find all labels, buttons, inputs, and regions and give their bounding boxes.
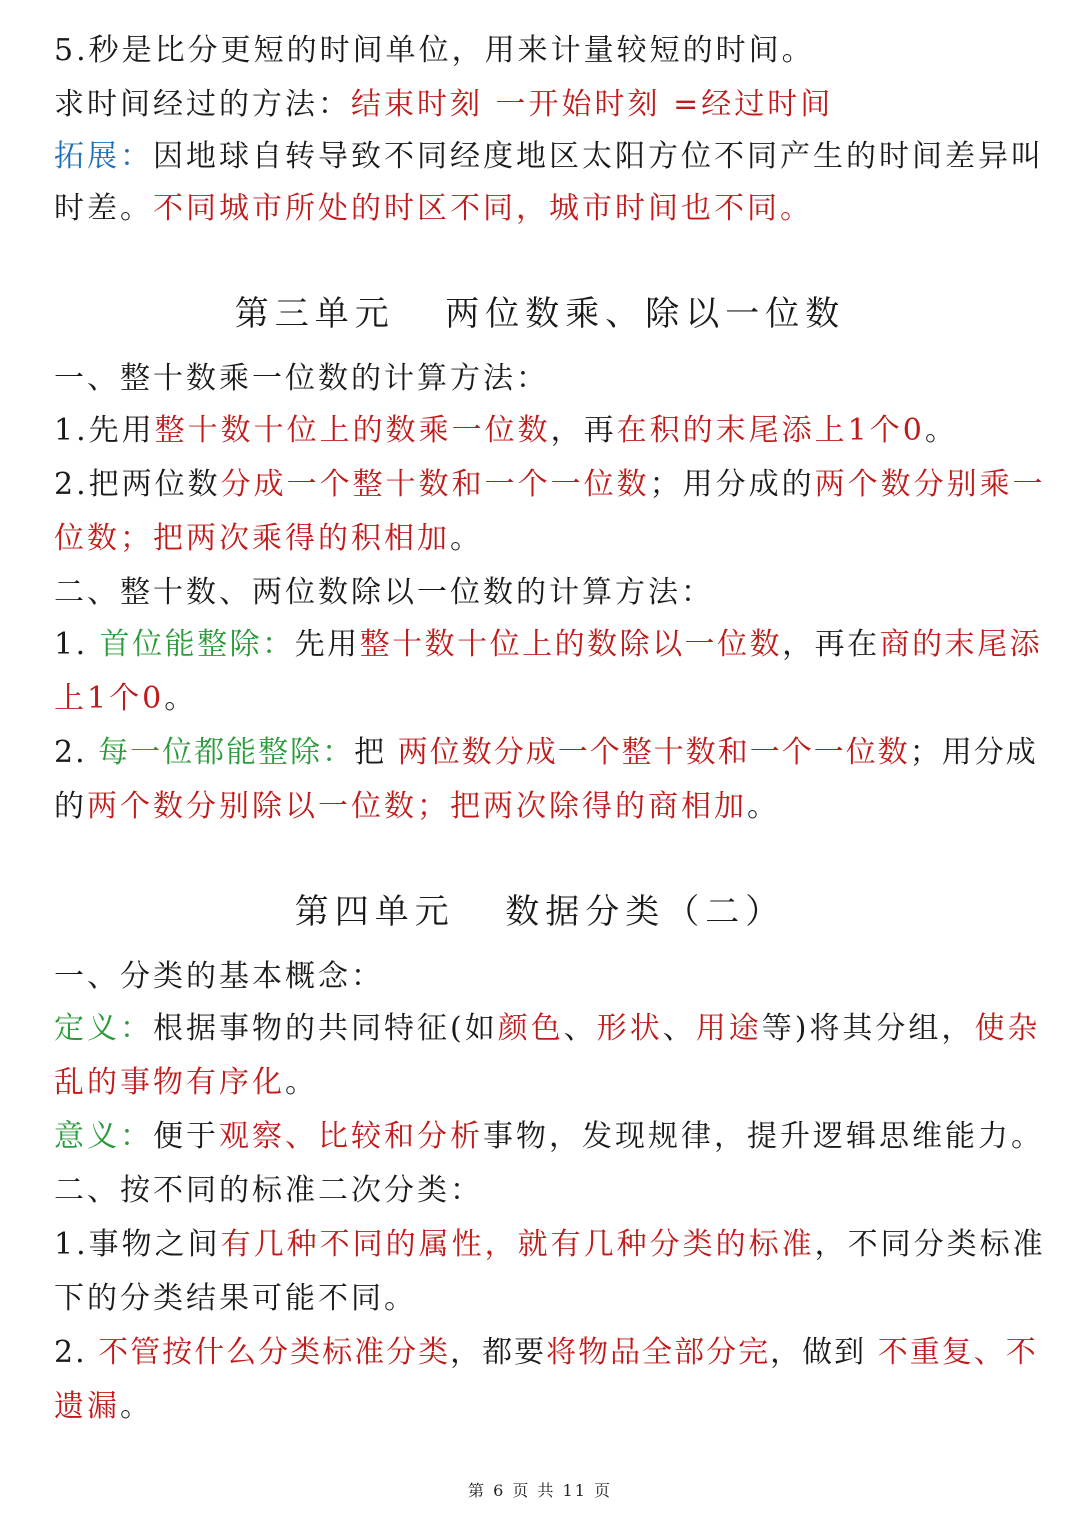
label-first-digit-divisible: 首位能整除： bbox=[99, 627, 295, 662]
text-run: 事物，发现规律，提升逻辑思维能力。 bbox=[483, 1119, 1044, 1154]
text-line-elapsed-method bbox=[54, 78, 1032, 132]
unit3-title: 第三单元 两位数乘、除以一位数 bbox=[234, 294, 846, 334]
label-extension: 拓展： bbox=[54, 139, 153, 174]
text-run: 求时间经过的方法： bbox=[54, 87, 351, 122]
highlight-text: 颜色 bbox=[497, 1011, 564, 1046]
text-run: 1.事物之间 bbox=[54, 1227, 221, 1262]
highlight-text: 在积的末尾添上1个0 bbox=[616, 413, 925, 448]
highlight-text: 两位数分成一个整十数和一个一位数 bbox=[397, 735, 910, 770]
label-definition: 定义： bbox=[54, 1011, 153, 1046]
highlight-text: 观察、比较和分析 bbox=[219, 1119, 483, 1154]
text-run: 2. bbox=[54, 735, 99, 770]
text-run: 根据事物的共同特征(如 bbox=[153, 1011, 498, 1046]
text-run: ，都要 bbox=[450, 1335, 547, 1370]
text-run: 5.秒是比分更短的时间单位，用来计量较短的时间。 bbox=[54, 33, 815, 68]
section-heading-secondary-classification bbox=[54, 1164, 1032, 1218]
text-line-divide-step1-cont bbox=[54, 672, 1032, 726]
highlight-text: 整十数十位上的数乘一位数 bbox=[154, 413, 551, 448]
text-run: 先用 bbox=[294, 627, 360, 662]
highlight-text: 整十数十位上的数除以一位数 bbox=[359, 627, 783, 662]
text-line-multiply-step1 bbox=[54, 404, 1032, 458]
unit4-title: 第四单元 数据分类（二） bbox=[294, 892, 786, 932]
highlight-text: 形状 bbox=[596, 1011, 663, 1046]
highlight-text: 位数；把两次乘得的积相加 bbox=[54, 521, 450, 556]
text-run: ，再在 bbox=[782, 627, 880, 662]
text-run: ，再 bbox=[550, 413, 617, 448]
label-significance: 意义： bbox=[54, 1119, 153, 1154]
text-run: 的 bbox=[54, 789, 87, 824]
text-run: 1.先用 bbox=[54, 413, 155, 448]
text-run: 等)将其分组， bbox=[761, 1011, 975, 1046]
text-run: 二、按不同的标准二次分类： bbox=[54, 1173, 483, 1208]
text-run: 时差。 bbox=[54, 191, 153, 226]
text-line-multiply-step2 bbox=[54, 458, 1046, 512]
highlight-text: 两个数分别乘一 bbox=[814, 467, 1046, 502]
text-line-time-difference bbox=[54, 182, 1032, 236]
text-run: 便于 bbox=[153, 1119, 219, 1154]
highlight-text: 不重复、不 bbox=[877, 1335, 1038, 1370]
text-line-classification-step1-cont bbox=[54, 1272, 1032, 1326]
text-run: 把 bbox=[354, 735, 398, 770]
text-line-definition-cont bbox=[54, 1056, 1032, 1110]
highlight-text: 用途 bbox=[695, 1011, 762, 1046]
text-run: 、 bbox=[563, 1011, 597, 1046]
text-run: 因地球自转导致不同经度地区太阳方位不同产生的时间差异叫 bbox=[153, 139, 1044, 174]
text-line-classification-step2 bbox=[54, 1326, 1038, 1380]
highlight-text: 上1个0 bbox=[54, 681, 165, 716]
text-run: 下的分类结果可能不同。 bbox=[54, 1281, 417, 1316]
highlight-formula: 结束时刻 一开始时刻 =经过时间 bbox=[351, 87, 834, 122]
highlight-text: 有几种不同的属性，就有几种分类的标准 bbox=[220, 1227, 815, 1262]
text-run: ，做到 bbox=[770, 1335, 878, 1370]
highlight-text: 两个数分别除以一位数；把两次除得的商相加 bbox=[87, 789, 747, 824]
text-run: 。 bbox=[450, 521, 483, 556]
text-line-extension bbox=[54, 130, 1044, 184]
text-run: 二、整十数、两位数除以一位数的计算方法： bbox=[54, 575, 714, 610]
highlight-text: 使杂 bbox=[974, 1011, 1041, 1046]
text-run: 、 bbox=[662, 1011, 696, 1046]
text-line-divide-step2-cont bbox=[54, 780, 1032, 834]
text-line-seconds bbox=[54, 24, 1032, 78]
highlight-text: 将物品全部分完 bbox=[546, 1335, 771, 1370]
text-run: 2.把两位数 bbox=[54, 467, 221, 502]
text-line-definition bbox=[54, 1002, 1041, 1056]
text-run: ；用分成的 bbox=[649, 467, 815, 502]
text-line-significance bbox=[54, 1110, 1044, 1164]
section-heading-divide bbox=[54, 566, 1032, 620]
text-run: 。 bbox=[164, 681, 198, 716]
section-heading-concept bbox=[54, 950, 1032, 1004]
text-run: 一、整十数乘一位数的计算方法： bbox=[54, 361, 549, 396]
text-run: ，不同分类标准 bbox=[814, 1227, 1046, 1262]
highlight-text: 商的末尾添 bbox=[879, 627, 1043, 662]
highlight-text: 分成一个整十数和一个一位数 bbox=[220, 467, 650, 502]
text-run: 一、分类的基本概念： bbox=[54, 959, 384, 994]
highlight-text: 遗漏 bbox=[54, 1389, 120, 1424]
text-line-multiply-step2-cont bbox=[54, 512, 1032, 566]
text-run: 。 bbox=[285, 1065, 318, 1100]
text-run: 。 bbox=[120, 1389, 153, 1424]
text-run: 2. bbox=[54, 1335, 99, 1370]
text-line-divide-step2 bbox=[54, 726, 1038, 780]
highlight-text: 不管按什么分类标准分类 bbox=[98, 1335, 451, 1370]
section-heading-multiply bbox=[54, 352, 1032, 406]
text-run: 。 bbox=[924, 413, 958, 448]
text-run: ；用分成 bbox=[909, 735, 1038, 770]
text-run: 1. bbox=[54, 627, 100, 662]
text-run: 。 bbox=[747, 789, 780, 824]
text-line-classification-step2-cont bbox=[54, 1380, 1032, 1434]
page-number-footer: 第 6 页 共 11 页 bbox=[468, 1481, 612, 1500]
highlight-text: 乱的事物有序化 bbox=[54, 1065, 285, 1100]
label-each-digit-divisible: 每一位都能整除： bbox=[98, 735, 355, 770]
text-line-classification-step1 bbox=[54, 1218, 1046, 1272]
text-line-divide-step1 bbox=[54, 618, 1043, 672]
highlight-text: 不同城市所处的时区不同，城市时间也不同。 bbox=[153, 191, 813, 226]
